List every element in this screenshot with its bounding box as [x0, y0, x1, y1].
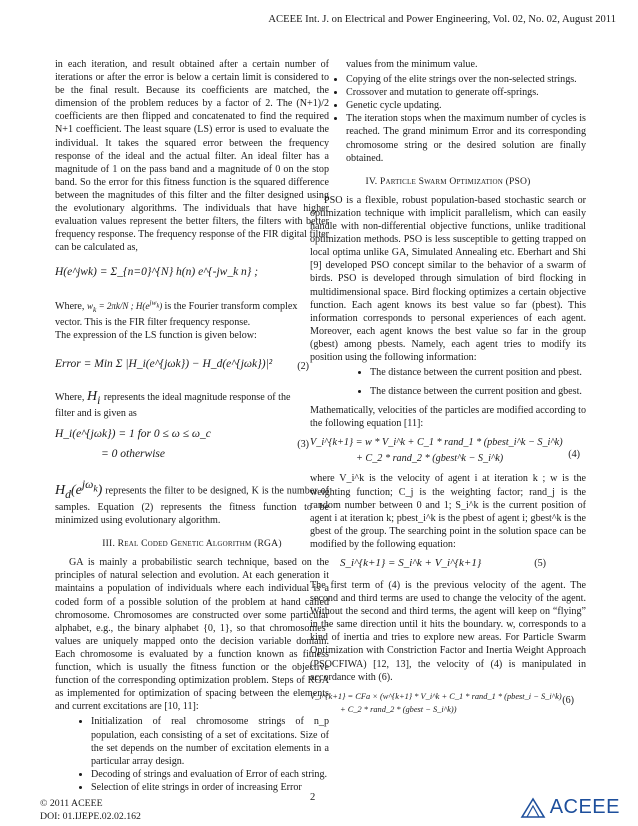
- bullet-list: [310, 366, 586, 398]
- list-item: • Genetic cycle updating.: [346, 99, 586, 112]
- section-title-text: Particle Swarm Optimization (PSO): [379, 175, 531, 187]
- list-item: • The distance between the current position and pbest.: [370, 366, 586, 379]
- equation-2-text: Error = Min Σ |H_i(e^{jωk}) − H_d(e^{jωk})|²: [55, 358, 273, 371]
- paragraph: filter and is given as: [55, 408, 137, 420]
- where-line: Where, $w_k = 2\pi k/N$ ; $H(e^{jw_k})$ is the Fourier transform complex: [55, 298, 298, 315]
- aceee-logo: [520, 796, 620, 819]
- section-number: IV.: [365, 175, 378, 187]
- equation-3-number: (3): [297, 439, 309, 451]
- list-item: • Initialization of real chromosome strings of n_p population, each consisting of a set of excitations. Size of the set depends on the number of excitation elements in a particular array design.: [91, 715, 329, 767]
- logo-text: ACEEE: [549, 796, 620, 818]
- page-number: 2: [310, 792, 316, 803]
- equation-3: [55, 426, 329, 474]
- equation-4-line-1: V_i^{k+1} = w * V_i^k + C_1 * rand_1 * (pbest_i^k − S_i^k): [310, 437, 563, 449]
- where-desc: represents the ideal magnitude response of the: [103, 392, 291, 404]
- equation-5-text: S_i^{k+1} = S_i^k + V_i^{k+1}: [340, 557, 482, 569]
- doi: DOI: 01.IJEPE.02.02.162: [40, 811, 141, 822]
- paragraph: $H_d(e^{j\omega_k})$ represents the filter to be designed, K is the number of samples. Equation (2) represents the fitness function to be minimized using evolutionary algorithm.: [55, 478, 329, 527]
- equation-2: [55, 346, 329, 386]
- where-label: Where,: [55, 301, 85, 313]
- list-item: • Copying of the elite strings over the non-selected strings.: [346, 73, 586, 86]
- paragraph: The first term of (4) is the previous velocity of the agent. The second and third terms are used to change the velocity of the agent. Without the second and third terms, the agent will keep on “flying” in the same direction until it hits the boundary. w, corresponds to a kind of inertia and tries to explore new areas. For Particle Swarm Optimization with Constriction Factor and Inertia Weight Approach (PSOCFIWA) [12, 13], the velocity of (4) is manipulated in accordance with (6).: [310, 580, 586, 683]
- paragraph: PSO is a flexible, robust population-based stochastic search or optimization technique with implicit parallelism, which can easily handle with non-differential objective functions, unlike traditional optimization methods. PSO is less susceptible to getting trapped on local optima unlike GA, Simulated Annealing etc. Eberhart and Shi [9] developed PSO concept similar to the behavior of a swarm of birds. PSO is developed through simulation of bird flocking in multidimensional space. Bird flocking optimizes a certain objective function. Each agent knows its best value so far (pbest). This information corresponds to personal experiences of each agent. Moreover, each agent knows the best value so far in the group (gbest) among pbests. Namely, each agent tries to modify its position using the following information:: [310, 194, 586, 363]
- paragraph: GA is mainly a probabilistic search technique, based on the principles of natural selection and evolution. At each generation it maintains a population of individuals where each individual is a coded form of a possible solution of the problem at hand called chromosome. Chromosomes are constructed over some particular alphabet, e.g., the binary alphabet {0, 1}, so that chromosomes’ values are uniquely mapped onto the decision variable domain. Each chromosome is evaluated by a function known as fitness function, which is usually the fitness function or the objective function of the corresponding optimization problem. Steps of RGA as implemented for optimization of spacing between the elements and current excitations are [10, 11]:: [55, 557, 329, 713]
- where-line: Where, $H_i$ represents the ideal magnitude response of the: [55, 389, 291, 408]
- section-number: III.: [102, 538, 116, 550]
- paragraph: where V_i^k is the velocity of agent i at iteration k ; w is the weighting function; C_j is the weighting factor; rand_j is the random number between 0 and 1; S_i^k is the current position of agent i at iteration k; pbest_i^k is the pbest of agent i; gbest^k is the gbest of the group. The searching point in the solution space can be modified by the following equation:: [310, 473, 586, 550]
- paragraph: Mathematically, velocities of the particles are modified according to the following equation [11]:: [310, 405, 586, 430]
- equation-4: [310, 434, 586, 468]
- paragraph: in each iteration, and result obtained after a certain number of iterations or after the error is below a certain limit is considered to be the final result. Because its coefficients are matched, the dimension of the problem reduces by a factor of 2. The (N+1)/2 coefficients are then flipped and concatenated to find the required N+1 coefficient. The least square (LS) error is used to evaluate the individual. It takes the squared error between the frequency response of the ideal and the actual filter. An ideal filter has a magnitude of 1 on the pass band and a magnitude of 0 on the stop band. So the error for this fitness function is the squared difference between the magnitudes of this filter and the filter designed using the evolutionary algorithms. The individuals that have higher evaluation values represent the better filters, the filters with better frequency response. The frequency response of the FIR digital filter can be calculated as,: [55, 59, 329, 254]
- equation-3-line-2: = 0 otherwise: [101, 448, 165, 461]
- equation-4-number: (4): [568, 449, 580, 461]
- equation-4-line-2: + C_2 * rand_2 * (gbest^k − S_i^k): [356, 453, 504, 465]
- equation-6: [310, 688, 586, 718]
- equation-5-number: (5): [534, 558, 546, 569]
- equation-6-line-1: V_i^{k+1} = CFa × (w^{k+1} * V_i^k + C_1 * rand_1 * (pbest_i − S_i^k): [310, 691, 562, 701]
- paragraph-text: represents the filter to be designed, K is the number of samples. Equation (2) represents the fitness function to be minimized using evolutionary algorithm.: [55, 486, 329, 527]
- right-column: [310, 58, 586, 722]
- equation-3-line-1: H_i(e^{jωk}) = 1 for 0 ≤ ω ≤ ω_c: [55, 428, 211, 441]
- list-item: • The iteration stops when the maximum number of cycles is reached. The grand minimum Error and its corresponding chromosome string or the desired solution are finally obtained.: [346, 112, 586, 164]
- list-item: • Decoding of strings and evaluation of Error of each string.: [91, 768, 329, 781]
- equation-2-number: (2): [297, 361, 309, 373]
- section-title: [55, 537, 329, 550]
- list-item: • Selection of elite strings in order of increasing Error: [91, 781, 329, 794]
- paragraph: values from the minimum value.: [346, 59, 478, 70]
- paragraph: vector. This is the FIR filter frequency response.: [55, 317, 251, 329]
- section-title: [310, 175, 586, 188]
- left-column: [55, 58, 329, 796]
- paragraph: The expression of the LS function is given below:: [55, 330, 257, 342]
- equation-1-text: H(e^jwk) = Σ_{n=0}^{N} h(n) e^{-jw_k n} ;: [55, 266, 259, 279]
- section-title-text: Real Coded Genetic Algorithm (RGA): [117, 538, 282, 550]
- list-item: • The distance between the current position and gbest.: [370, 385, 586, 398]
- list-item: • Crossover and mutation to generate off-springs.: [346, 86, 586, 99]
- bullet-list: [310, 73, 586, 165]
- where-desc: is the Fourier transform complex: [164, 301, 298, 313]
- equation-1: [55, 258, 329, 292]
- logo-mark-icon: [520, 797, 546, 819]
- copyright: © 2011 ACEEE: [40, 798, 103, 809]
- footer-info: [40, 797, 141, 823]
- equation-5: [310, 555, 586, 575]
- bullet-list: [55, 715, 329, 794]
- where-label: Where,: [55, 392, 85, 404]
- equation-6-line-2: + C_2 * rand_2 * (gbest − S_i^k)): [340, 704, 457, 714]
- journal-header: ACEEE Int. J. on Electrical and Power Engineering, Vol. 02, No. 02, August 2011: [268, 14, 616, 25]
- equation-6-number: (6): [562, 694, 574, 706]
